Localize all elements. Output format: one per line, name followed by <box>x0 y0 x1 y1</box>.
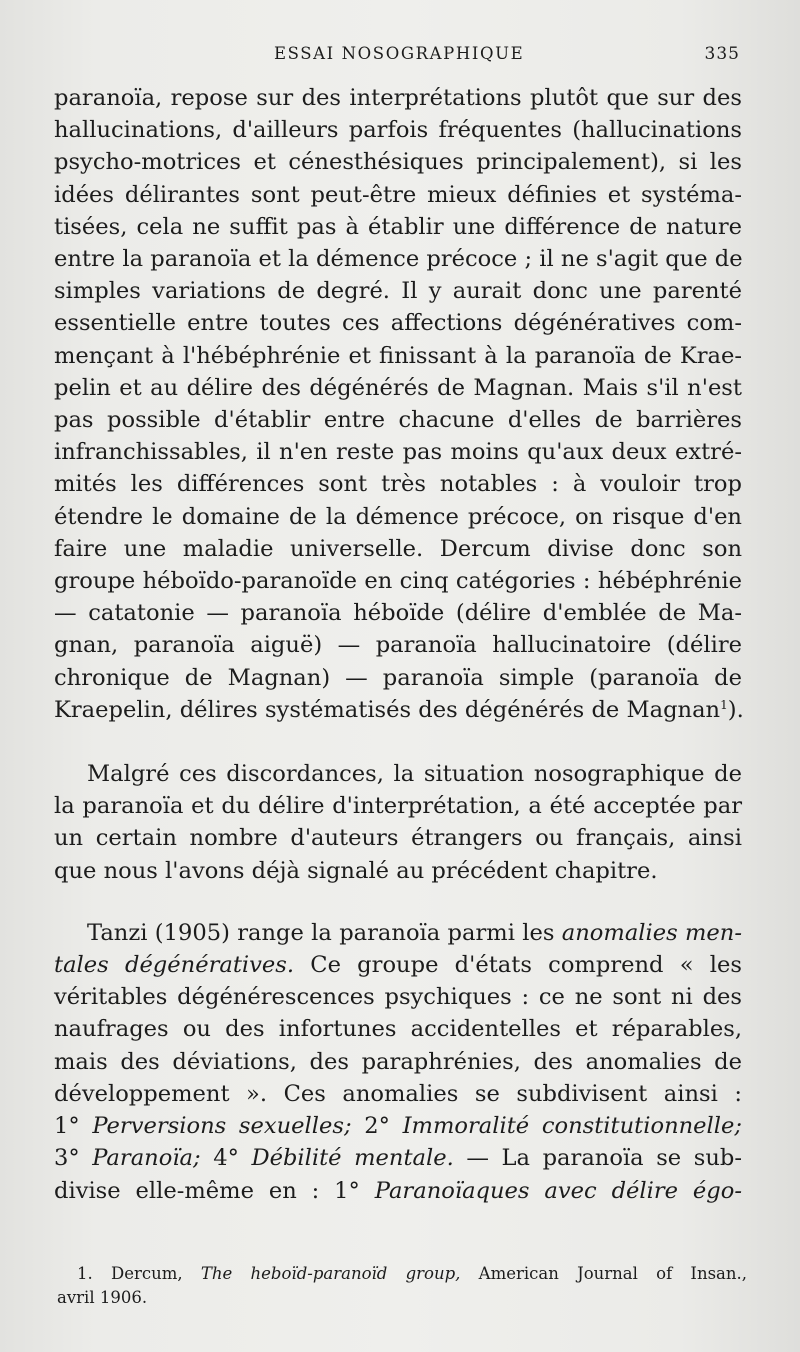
running-title: ESSAI NOSOGRAPHIQUE <box>274 44 525 63</box>
text-line <box>54 1110 742 1142</box>
text-line: gnan, paranoïa aiguë) — paranoïa hallucinatoire (délire <box>54 632 742 659</box>
text-line: naufrages ou des infortunes accidentelles et réparables, <box>54 1016 742 1043</box>
text-line: véritables dégénérescences psychiques : ce ne sont ni des <box>54 984 742 1011</box>
emphasis: Paranoïaques avec délire égo- <box>374 1177 743 1204</box>
running-head <box>54 44 744 74</box>
text-segment: 1° <box>54 1113 93 1140</box>
text-line: simples variations de degré. Il y aurait donc une parenté <box>54 278 742 305</box>
text-segment: ). <box>727 696 744 723</box>
text-line: groupe héboïdo-paranoïde en cinq catégories : hébéphrénie <box>54 568 742 595</box>
text-segment: 2° <box>351 1113 403 1140</box>
text-segment: — La paranoïa se sub- <box>453 1145 742 1172</box>
footnote <box>57 1262 747 1310</box>
text-segment: 4° <box>200 1145 252 1172</box>
text-line <box>54 1175 742 1207</box>
text-line: — catatonie — paranoïa héboïde (délire d'emblée de Ma- <box>54 600 742 627</box>
text-line: entre la paranoïa et la démence précoce ; il ne s'agit que de <box>54 246 743 273</box>
text-line: la paranoïa et du délire d'interprétation, a été acceptée par <box>54 793 742 820</box>
text-line: chronique de Magnan) — paranoïa simple (paranoïa de <box>54 664 742 691</box>
text-line: développement ». Ces anomalies se subdivisent ainsi : <box>54 1080 742 1107</box>
text-line: hallucinations, d'ailleurs parfois fréquentes (hallucinations <box>54 117 742 144</box>
text-line: étendre le domaine de la démence précoce, on risque d'en <box>54 503 742 530</box>
text-line: mités les différences sont très notables : à vouloir trop <box>54 471 742 498</box>
footnote-line <box>57 1262 747 1286</box>
text-line: un certain nombre d'auteurs étrangers ou français, ainsi <box>54 825 742 852</box>
text-line: pelin et au délire des dégénérés de Magnan. Mais s'il n'est <box>54 374 742 401</box>
text-line: paranoïa, repose sur des interprétations plutôt que sur des <box>54 85 742 111</box>
emphasis: anomalies men- <box>561 919 742 946</box>
text-segment: Ce groupe d'états comprend « les <box>294 952 742 979</box>
emphasis: Perversions sexuelles; <box>92 1113 352 1140</box>
emphasis: Immoralité constitutionnelle; <box>402 1113 742 1140</box>
text-line: Malgré ces discordances, la situation nosographique de <box>87 761 742 788</box>
footnote-author: Dercum, <box>92 1264 201 1283</box>
emphasis: Paranoïa; <box>92 1145 201 1172</box>
text-segment: Tanzi (1905) range la paranoïa parmi les <box>87 919 562 946</box>
text-line: psycho-motrices et cénesthésiques principalement), si les <box>54 149 742 176</box>
text-line <box>54 949 742 981</box>
text-segment: 3° <box>54 1145 93 1172</box>
paragraph-2 <box>54 758 742 887</box>
text-line <box>54 917 742 949</box>
text-line <box>54 1142 742 1174</box>
text-line: idées délirantes sont peut-être mieux définies et systéma- <box>54 181 742 208</box>
footnote-journal: American Journal of Insan., <box>460 1264 747 1283</box>
text-line: infranchissables, il n'en reste pas moins qu'aux deux extré- <box>54 439 742 466</box>
footnote-title: The heboïd-paranoïd group, <box>200 1264 461 1283</box>
emphasis: Débilité mentale. <box>251 1145 454 1172</box>
page-number: 335 <box>704 44 740 64</box>
text-line: essentielle entre toutes ces affections dégénératives com- <box>54 310 742 337</box>
text-segment: Kraepelin, délires systématisés des dégénérés de Magnan <box>54 696 721 723</box>
paragraph-3 <box>54 917 742 1207</box>
text-line: pas possible d'établir entre chacune d'elles de barrières <box>54 407 742 434</box>
text-line: faire une maladie universelle. Dercum divise donc son <box>54 535 742 562</box>
text-line: mençant à l'hébéphrénie et finissant à la paranoïa de Krae- <box>54 342 742 369</box>
text-line <box>54 694 742 726</box>
text-line: que nous l'avons déjà signalé au précédent chapitre. <box>54 857 658 884</box>
body-text <box>54 82 742 1207</box>
text-line: mais des déviations, des paraphrénies, des anomalies de <box>54 1048 742 1075</box>
text-segment: divise elle-même en : 1° <box>54 1177 375 1204</box>
emphasis: tales dégénératives. <box>54 952 295 979</box>
text-line: tisées, cela ne suffit pas à établir une différence de nature <box>54 213 742 240</box>
footnote-marker: 1. <box>77 1264 93 1283</box>
footnote-ref[interactable]: 1 <box>720 697 728 712</box>
footnote-line: avril 1906. <box>57 1288 148 1307</box>
paragraph-1 <box>54 82 742 726</box>
